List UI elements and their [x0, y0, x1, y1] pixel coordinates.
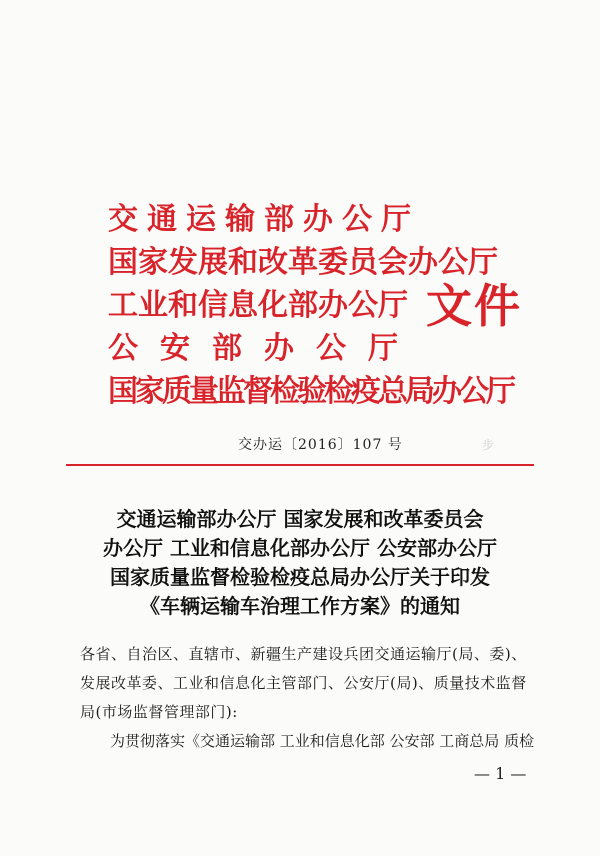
issuer-line: 交通运输部办公厅 [108, 202, 420, 237]
body-paragraph: 为贯彻落实《交通运输部 工业和信息化部 公安部 工商总局 质检 [110, 732, 535, 750]
title-line: 交通运输部办公厅 国家发展和改革委员会 [116, 507, 484, 531]
document-body [80, 640, 540, 756]
issuer-line: 工业和信息化部办公厅 [108, 288, 408, 323]
faint-mark: 步 [482, 438, 495, 452]
issuer-line: 国家质量监督检验检疫总局办公厅 [108, 374, 513, 409]
page-number: — 1 — [474, 764, 527, 783]
title-line: 办公厅 工业和信息化部办公厅 公安部办公厅 [103, 536, 497, 560]
issuer-line: 国家发展和改革委员会办公厅 [108, 245, 498, 280]
notice-title [60, 505, 540, 621]
issuer-header [108, 198, 548, 410]
title-line: 国家质量监督检验检疫总局办公厅关于印发 [110, 565, 490, 589]
document-type-label: 文件 [426, 279, 522, 333]
title-line: 《车辆运输车治理工作方案》的通知 [140, 594, 460, 618]
issuer-line: 公安部办公厅 [108, 331, 420, 366]
document-number: 交办运〔2016〕107 号 [238, 437, 403, 453]
recipients-paragraph: 各省、自治区、直辖市、新疆生产建设兵团交通运输厅(局、委)、发展改革委、工业和信息化主管部门、公安厅(局)、质量技术监督局(市场监督管理部门): [80, 645, 527, 721]
red-separator-line [66, 464, 534, 466]
